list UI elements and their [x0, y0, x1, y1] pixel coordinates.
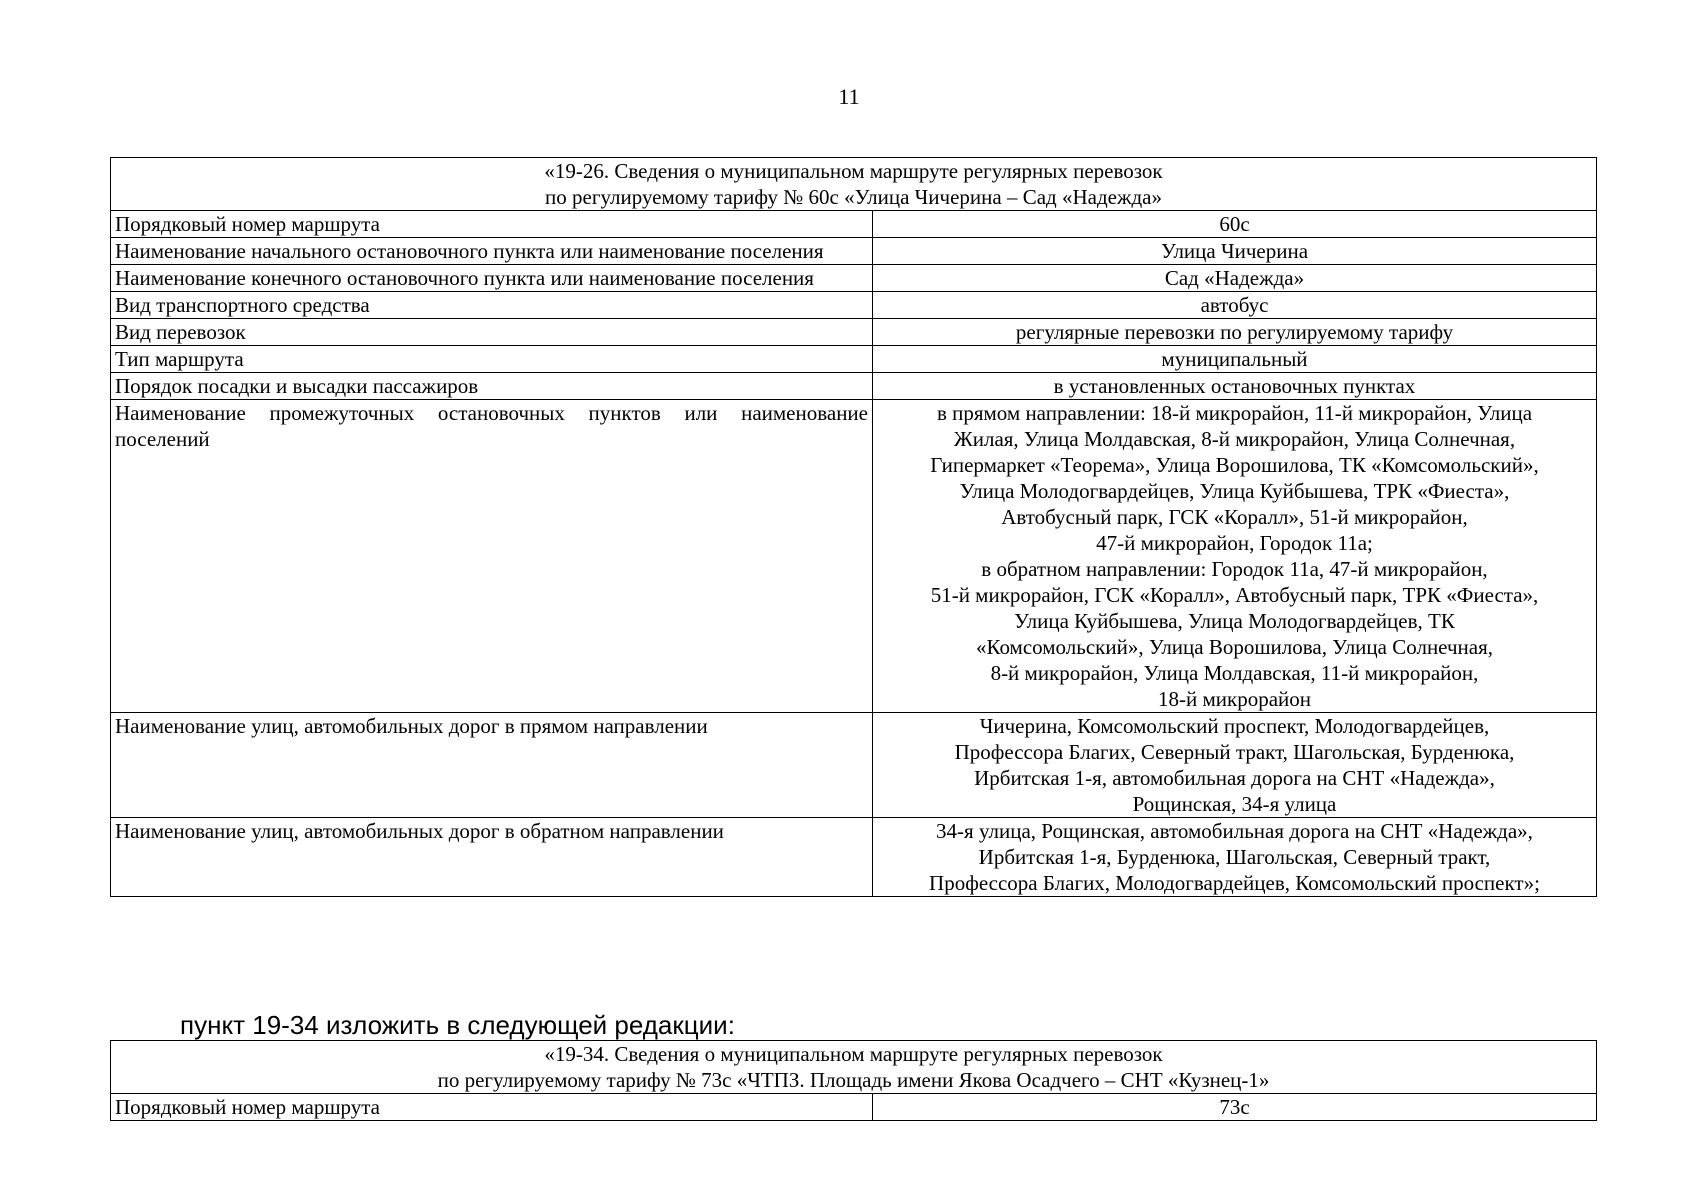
- streets-line: Ирбитская 1-я, автомобильная дорога на СНТ «Надежда»,: [974, 766, 1495, 790]
- table-row-intermediate-stops: [111, 400, 1597, 713]
- row-label: Тип маршрута: [111, 346, 873, 373]
- row-value-forward-streets: [873, 713, 1597, 818]
- row-label: Порядковый номер маршрута: [111, 211, 873, 238]
- row-value: в установленных остановочных пунктах: [873, 373, 1597, 400]
- row-value-reverse-streets: [873, 818, 1597, 897]
- stops-line: Жилая, Улица Молдавская, 8-й микрорайон, Улица Солнечная,: [953, 427, 1516, 451]
- row-label: Наименование начального остановочного пункта или наименование поселения: [111, 238, 873, 265]
- table-title-line: по регулируемому тарифу № 73с «ЧТПЗ. Площадь имени Якова Осадчего – СНТ «Кузнец-1»: [437, 1068, 1270, 1092]
- row-value: муниципальный: [873, 346, 1597, 373]
- row-value: автобус: [873, 292, 1597, 319]
- table-row: [111, 319, 1597, 346]
- stops-line: Улица Молодогвардейцев, Улица Куйбышева, ТРК «Фиеста»,: [959, 479, 1510, 503]
- row-value: Улица Чичерина: [873, 238, 1597, 265]
- table-title-row: [111, 158, 1597, 211]
- streets-line: Профессора Благих, Молодогвардейцев, Комсомольский проспект»;: [929, 871, 1540, 895]
- stops-line: Улица Куйбышева, Улица Молодогвардейцев, ТК: [1014, 609, 1455, 633]
- row-label: Наименование промежуточных остановочных пунктов или наименование поселений: [111, 400, 873, 713]
- stops-line: Гипермаркет «Теорема», Улица Ворошилова, ТК «Комсомольский»,: [930, 453, 1539, 477]
- table-title-line: «19-26. Сведения о муниципальном маршруте регулярных перевозок: [544, 159, 1163, 183]
- table-row-forward-streets: [111, 713, 1597, 818]
- stops-line: Автобусный парк, ГСК «Коралл», 51-й микрорайон,: [1001, 505, 1468, 529]
- table-title-line: по регулируемому тарифу № 60с «Улица Чичерина – Сад «Надежда»: [545, 185, 1162, 209]
- row-label: Наименование улиц, автомобильных дорог в обратном направлении: [111, 818, 873, 897]
- stops-line: 18-й микрорайон: [1157, 687, 1311, 711]
- row-value: регулярные перевозки по регулируемому тарифу: [873, 319, 1597, 346]
- stops-line: 51-й микрорайон, ГСК «Коралл», Автобусный парк, ТРК «Фиеста»,: [930, 583, 1539, 607]
- page-number: 11: [838, 84, 860, 109]
- streets-line: Ирбитская 1-я, Бурденюка, Шагольская, Северный тракт,: [978, 845, 1491, 869]
- row-value-intermediate-stops: [873, 400, 1597, 713]
- row-value: 60с: [873, 211, 1597, 238]
- table-row: [111, 346, 1597, 373]
- row-label: Вид транспортного средства: [111, 292, 873, 319]
- table-row: [111, 1094, 1597, 1121]
- row-value: Сад «Надежда»: [873, 265, 1597, 292]
- table-row: [111, 211, 1597, 238]
- table-title-row: [111, 1041, 1597, 1094]
- table-row: [111, 265, 1597, 292]
- route-73c-table: [110, 1040, 1597, 1121]
- stops-line: 8-й микрорайон, Улица Молдавская, 11-й микрорайон,: [990, 661, 1479, 685]
- row-label: Вид перевозок: [111, 319, 873, 346]
- table-row: [111, 292, 1597, 319]
- row-label: Порядок посадки и высадки пассажиров: [111, 373, 873, 400]
- row-label: Наименование улиц, автомобильных дорог в прямом направлении: [111, 713, 873, 818]
- table-title-line: «19-34. Сведения о муниципальном маршруте регулярных перевозок: [544, 1042, 1163, 1066]
- row-label: Наименование конечного остановочного пункта или наименование поселения: [111, 265, 873, 292]
- amendment-instruction: пункт 19-34 изложить в следующей редакции:: [180, 1010, 735, 1040]
- table-row: [111, 238, 1597, 265]
- streets-line: 34-я улица, Рощинская, автомобильная дорога на СНТ «Надежда»,: [936, 819, 1533, 843]
- table-title: [111, 158, 1597, 211]
- stops-line: 47-й микрорайон, Городок 11а;: [1096, 531, 1373, 555]
- table-title: [111, 1041, 1597, 1094]
- streets-line: Чичерина, Комсомольский проспект, Молодогвардейцев,: [979, 714, 1490, 738]
- route-60c-table: [110, 157, 1597, 897]
- streets-line: Профессора Благих, Северный тракт, Шагольская, Бурденюка,: [954, 740, 1515, 764]
- table-row: [111, 373, 1597, 400]
- row-value: 73с: [873, 1094, 1597, 1121]
- row-label: Порядковый номер маршрута: [111, 1094, 873, 1121]
- stops-line: в обратном направлении: Городок 11а, 47-й микрорайон,: [981, 557, 1488, 581]
- streets-line: Рощинская, 34-я улица: [1132, 792, 1337, 816]
- table-row-reverse-streets: [111, 818, 1597, 897]
- stops-line: в прямом направлении: 18-й микрорайон, 11-й микрорайон, Улица: [936, 401, 1533, 425]
- stops-line: «Комсомольский», Улица Ворошилова, Улица Солнечная,: [975, 635, 1494, 659]
